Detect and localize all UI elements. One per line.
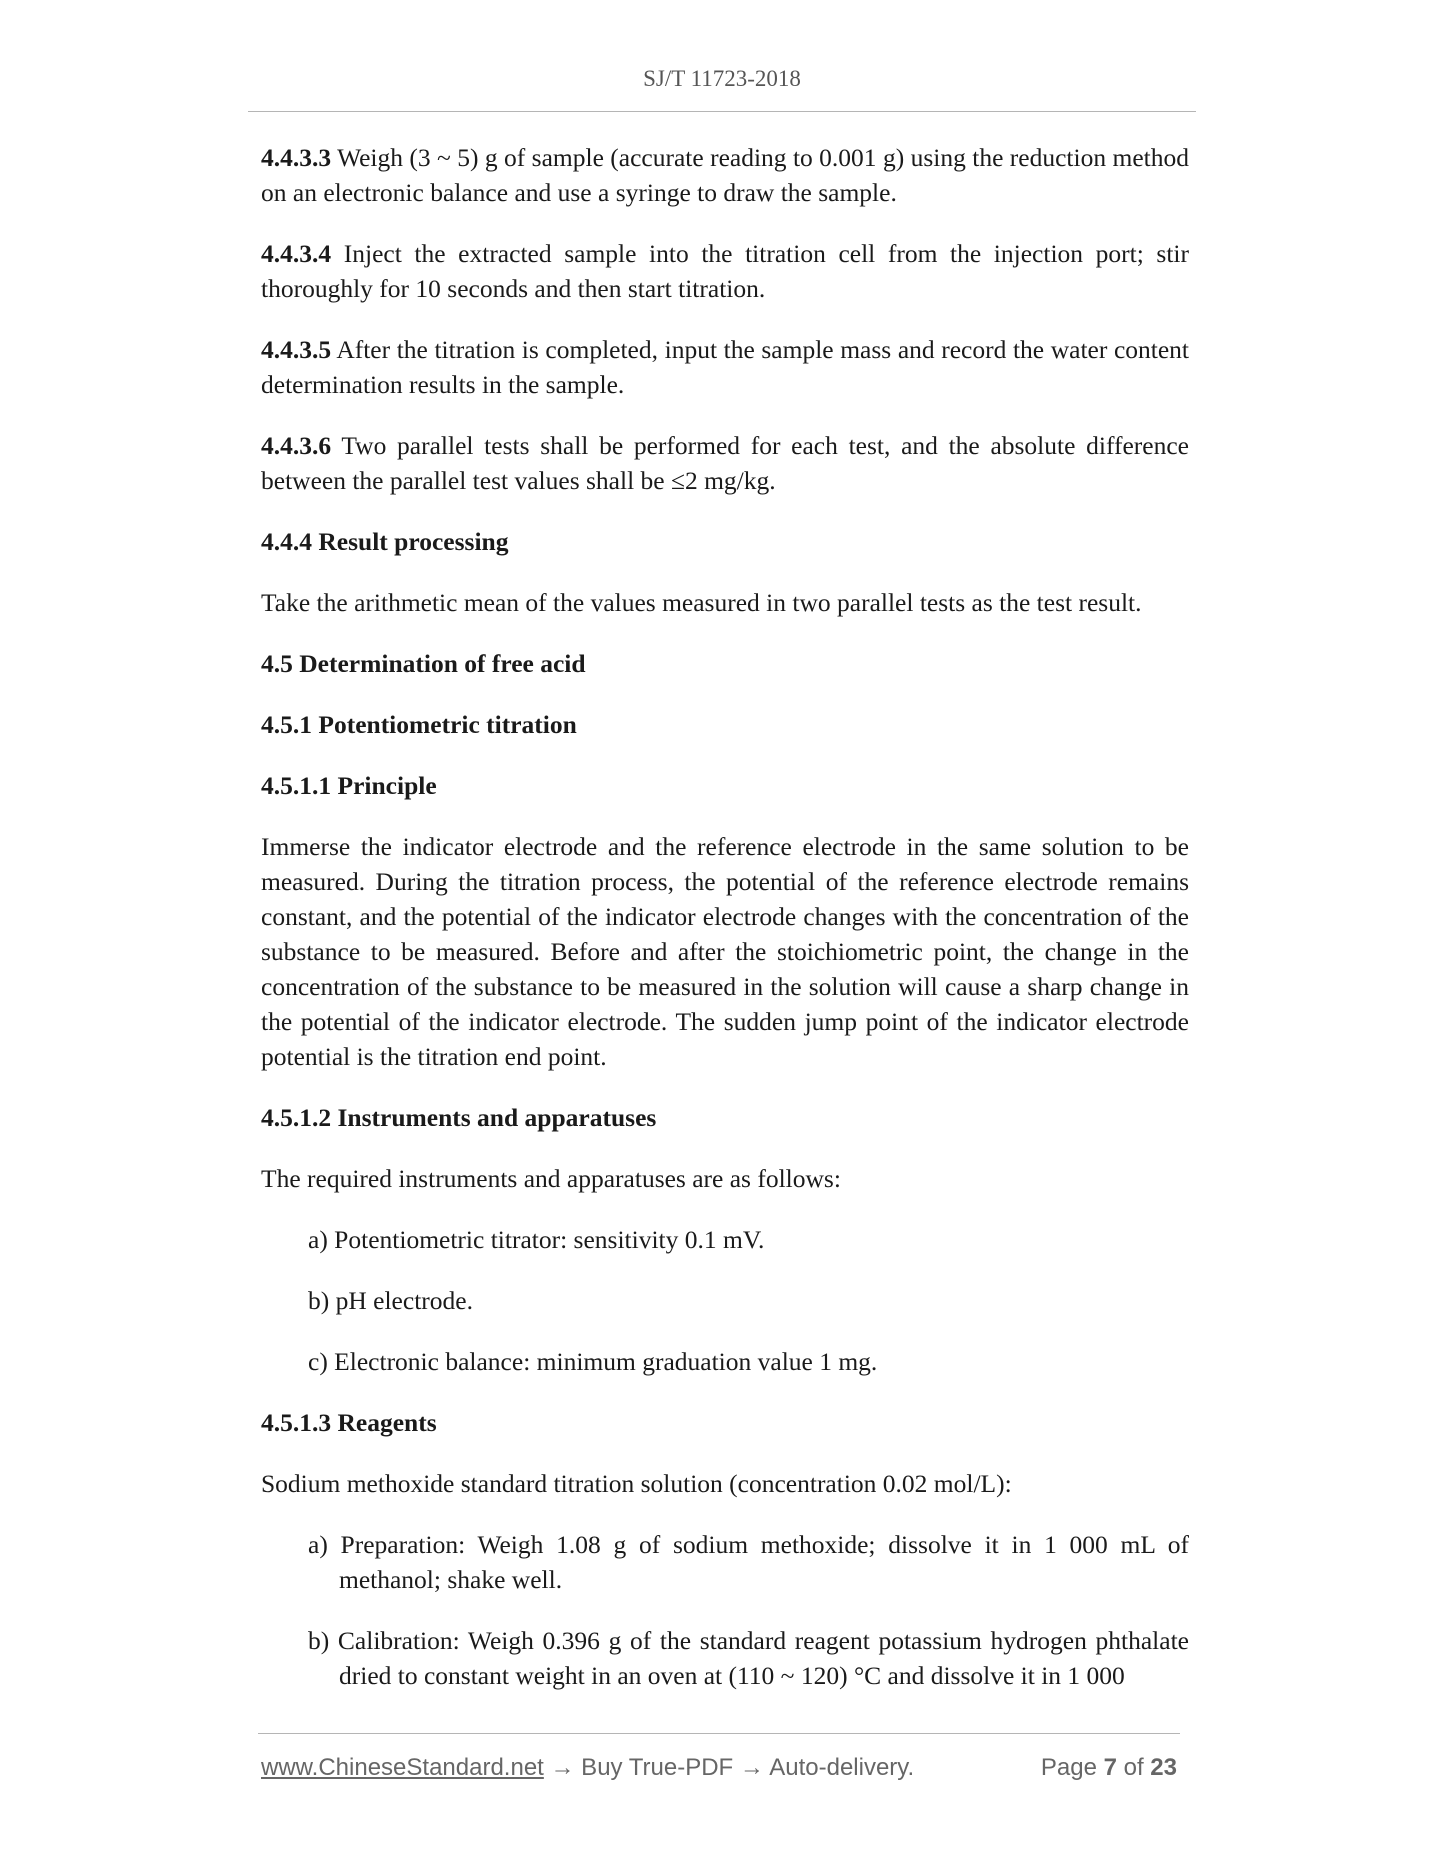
list-item: b) Calibration: Weigh 0.396 g of the standard reagent potassium hydrogen phthalate dried to constant weight in an oven at (110 ~ 120) °C and dissolve it in 1 000 (308, 1626, 1189, 1690)
heading-4-5: 4.5 Determination of free acid (261, 649, 586, 678)
heading-4-5-1-3: 4.5.1.3 Reagents (261, 1408, 437, 1437)
paragraph-instruments-intro: The required instruments and apparatuses are as follows: (261, 1164, 841, 1193)
clause-4-4-3-5 (261, 332, 1189, 402)
list-item: b) pH electrode. (308, 1286, 473, 1315)
footer-divider (258, 1733, 1180, 1734)
paragraph-reagents-intro: Sodium methoxide standard titration solution (concentration 0.02 mol/L): (261, 1469, 1012, 1498)
clause-4-4-3-6 (261, 428, 1189, 498)
clause-number: 4.4.3.3 (261, 143, 332, 172)
page-label: Page (1040, 1754, 1104, 1781)
website-link[interactable]: www.ChineseStandard.net (261, 1754, 544, 1781)
heading-4-5-1-1: 4.5.1.1 Principle (261, 771, 437, 800)
clause-text: Weigh (3 ~ 5) g of sample (accurate reading to 0.001 g) using the reduction method on an electronic balance and use a syringe to draw the sample. (261, 143, 1189, 207)
clause-number: 4.4.3.4 (261, 239, 332, 268)
clause-4-4-3-3 (261, 140, 1189, 210)
heading-4-4-4: 4.4.4 Result processing (261, 527, 509, 556)
heading-4-5-1-2: 4.5.1.2 Instruments and apparatuses (261, 1103, 657, 1132)
footer-promo (261, 1754, 914, 1782)
header-divider (248, 111, 1196, 112)
of-label: of (1116, 1754, 1151, 1781)
list-item: c) Electronic balance: minimum graduation value 1 mg. (308, 1347, 878, 1376)
list-item: a) Preparation: Weigh 1.08 g of sodium methoxide; dissolve it in 1 000 mL of methanol; shake well. (308, 1530, 1189, 1594)
clause-number: 4.4.3.6 (261, 431, 332, 460)
clause-text: Two parallel tests shall be performed for each test, and the absolute difference between the parallel test values shall be ≤2 mg/kg. (261, 431, 1189, 495)
clause-text: After the titration is completed, input the sample mass and record the water content determination results in the sample. (261, 335, 1189, 399)
current-page: 7 (1103, 1754, 1117, 1781)
clause-4-4-3-4 (261, 236, 1189, 306)
paragraph-result-processing: Take the arithmetic mean of the values measured in two parallel tests as the test result. (261, 588, 1142, 617)
page-header: SJ/T 11723-2018 (643, 66, 801, 91)
page-content (261, 140, 1189, 1719)
footer-tagline: → Buy True-PDF → Auto-delivery. (543, 1754, 915, 1781)
total-pages: 23 (1150, 1754, 1177, 1781)
clause-number: 4.4.3.5 (261, 335, 332, 364)
clause-text: Inject the extracted sample into the titration cell from the injection port; stir thoroughly for 10 seconds and then start titration. (261, 239, 1189, 303)
heading-4-5-1: 4.5.1 Potentiometric titration (261, 710, 577, 739)
list-item: a) Potentiometric titrator: sensitivity 0.1 mV. (308, 1225, 765, 1254)
paragraph-principle: Immerse the indicator electrode and the reference electrode in the same solution to be measured. During the titration process, the potential of the reference electrode remains constant, and the potential of the indicator electrode changes with the concentration of the substance to be measured. Before and after the stoichiometric point, the change in the concentration of the substance to be measured in the solution will cause a sharp change in the potential of the indicator electrode. The sudden jump point of the indicator electrode potential is the titration end point. (261, 832, 1189, 1071)
page-number (1041, 1754, 1177, 1782)
